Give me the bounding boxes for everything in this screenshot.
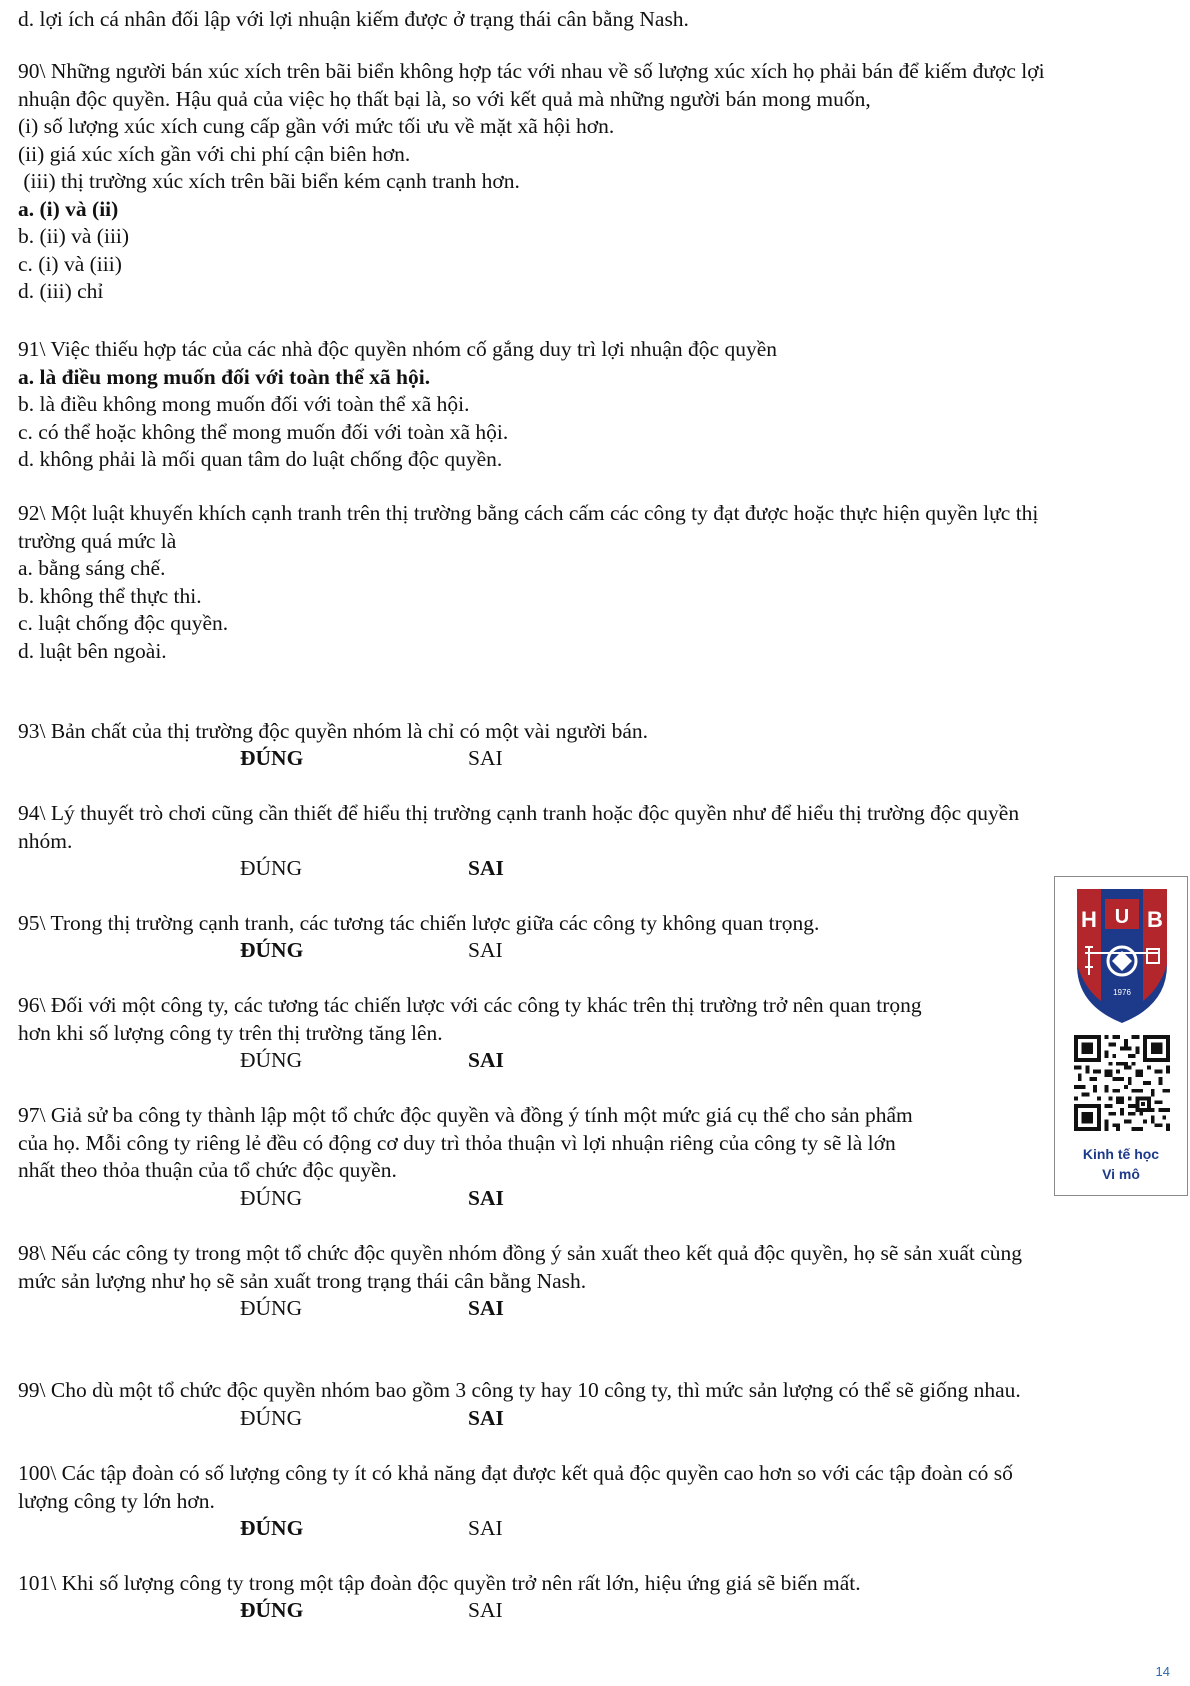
question-text-line: 97\ Giả sử ba công ty thành lập một tổ chức độc quyền và đồng ý tính một mức giá cụ thể cho sản phẩm (18, 1103, 913, 1127)
option-b: b. (ii) và (iii) (18, 224, 130, 248)
hub-shield-logo (1055, 883, 1189, 1033)
question-text-line: (ii) giá xúc xích gần với chi phí cận biên hơn. (18, 141, 411, 166)
question-91 (18, 336, 1168, 474)
question-text-line: lượng công ty lớn hơn. (18, 1488, 215, 1513)
question-text-line: 90\ Những người bán xúc xích trên bãi biển không hợp tác với nhau về số lượng xúc xích họ phải bán để kiếm được lợi (18, 59, 1045, 83)
question-97 (18, 1102, 1168, 1185)
option-b: b. là điều không mong muốn đối với toàn thể xã hội. (18, 392, 470, 416)
false-label-selected: SAI (468, 1048, 504, 1072)
option-a: a. bằng sáng chế. (18, 556, 166, 580)
question-text-line: trường quá mức là (18, 528, 177, 553)
question-text-line: mức sản lượng như họ sẽ sản xuất trong trạng thái cân bằng Nash. (18, 1268, 587, 1293)
question-99 (18, 1377, 1168, 1405)
question-text-line: 92\ Một luật khuyến khích cạnh tranh trên thị trường bằng cách cấm các công ty đạt được hoặc thực hiện quyền lực thị (18, 501, 1039, 525)
option-c: c. (i) và (iii) (18, 251, 122, 276)
question-90 (18, 58, 1168, 306)
option-c: c. luật chống độc quyền. (18, 611, 229, 635)
question-text-line: 93\ Bản chất của thị trường độc quyền nhóm là chỉ có một vài người bán. (18, 719, 648, 743)
true-label: ĐÚNG (240, 856, 303, 880)
question-101 (18, 1570, 1168, 1598)
false-label-selected: SAI (468, 1186, 504, 1210)
shield-year: 1976 (1113, 988, 1131, 997)
answer-d-previous: d. lợi ích cá nhân đối lập với lợi nhuận kiếm được ở trạng thái cân bằng Nash. (18, 7, 689, 31)
question-text-line: nhuận độc quyền. Hậu quả của việc họ thất bại là, so với kết quả mà những người bán mong muốn, (18, 86, 871, 111)
false-label: SAI (468, 746, 503, 770)
option-c: c. có thể hoặc không thể mong muốn đối với toàn xã hội. (18, 419, 509, 444)
qr-code-icon (1074, 1035, 1170, 1131)
question-text-line: (iii) thị trường xúc xích trên bãi biển kém cạnh tranh hơn. (18, 169, 520, 193)
false-label: SAI (468, 1516, 503, 1540)
question-text-line: 91\ Việc thiếu hợp tác của các nhà độc quyền nhóm cố gắng duy trì lợi nhuận độc quyền (18, 337, 777, 361)
option-d: d. (iii) chỉ (18, 279, 104, 303)
false-label: SAI (468, 1598, 503, 1622)
question-92 (18, 500, 1168, 665)
false-label: SAI (468, 938, 503, 962)
question-text-line: của họ. Mỗi công ty riêng lẻ đều có động cơ duy trì thỏa thuận vì lợi nhuận riêng của công ty sẽ là lớn (18, 1130, 896, 1155)
question-text-line: 98\ Nếu các công ty trong một tổ chức độc quyền nhóm đồng ý sản xuất theo kết quả độc quyền, họ sẽ sản xuất cùng (18, 1241, 1023, 1265)
question-text-line: 99\ Cho dù một tổ chức độc quyền nhóm bao gồm 3 công ty hay 10 công ty, thì mức sản lượng có thể sẽ giống nhau. (18, 1378, 1021, 1402)
true-label-selected: ĐÚNG (240, 938, 304, 962)
question-text-line: nhất theo thỏa thuận của tổ chức độc quyền. (18, 1158, 397, 1182)
question-94 (18, 800, 1168, 855)
question-96 (18, 992, 1168, 1047)
true-label-selected: ĐÚNG (240, 746, 304, 770)
true-label: ĐÚNG (240, 1048, 303, 1072)
prev-answer-line (18, 6, 1168, 34)
true-label-selected: ĐÚNG (240, 1598, 304, 1622)
logo-caption-line2: Vi mô (1102, 1166, 1140, 1182)
hub-logo-card (1054, 876, 1188, 1196)
question-95 (18, 910, 1168, 938)
question-98 (18, 1240, 1168, 1295)
question-text-line: 94\ Lý thuyết trò chơi cũng cần thiết để hiểu thị trường cạnh tranh hoặc độc quyền như để hiểu thị trường độc quyền (18, 801, 1020, 825)
question-text-line: nhóm. (18, 828, 73, 853)
false-label-selected: SAI (468, 856, 504, 880)
question-text-line: 96\ Đối với một công ty, các tương tác chiến lược với các công ty khác trên thị trường trở nên quan trọng (18, 993, 922, 1017)
option-b: b. không thể thực thi. (18, 583, 202, 608)
shield-letter: B (1147, 907, 1163, 932)
question-text-line: 100\ Các tập đoàn có số lượng công ty ít có khả năng đạt được kết quả độc quyền cao hơn so với các tập đoàn có số (18, 1461, 1013, 1485)
question-text-line: (i) số lượng xúc xích cung cấp gần với mức tối ưu về mặt xã hội hơn. (18, 114, 615, 138)
false-label-selected: SAI (468, 1296, 504, 1320)
true-label-selected: ĐÚNG (240, 1516, 304, 1540)
true-label: ĐÚNG (240, 1406, 303, 1430)
question-93 (18, 718, 1168, 746)
page-number: 14 (1155, 1664, 1170, 1679)
question-text-line: 101\ Khi số lượng công ty trong một tập đoàn độc quyền trở nên rất lớn, hiệu ứng giá sẽ biến mất. (18, 1571, 861, 1595)
true-label: ĐÚNG (240, 1296, 303, 1320)
shield-letter: U (1114, 906, 1130, 928)
option-d: d. luật bên ngoài. (18, 638, 167, 663)
question-text-line: hơn khi số lượng công ty trên thị trường tăng lên. (18, 1020, 443, 1045)
option-d: d. không phải là mối quan tâm do luật chống độc quyền. (18, 447, 503, 471)
false-label-selected: SAI (468, 1406, 504, 1430)
shield-letter: H (1081, 907, 1097, 932)
logo-caption-line1: Kinh tế học (1082, 1146, 1160, 1162)
true-label: ĐÚNG (240, 1186, 303, 1210)
question-text-line: 95\ Trong thị trường cạnh tranh, các tương tác chiến lược giữa các công ty không quan trọng. (18, 911, 820, 935)
question-100 (18, 1460, 1168, 1515)
option-a-correct: a. là điều mong muốn đối với toàn thể xã hội. (18, 364, 431, 389)
option-a-correct: a. (i) và (ii) (18, 196, 119, 221)
